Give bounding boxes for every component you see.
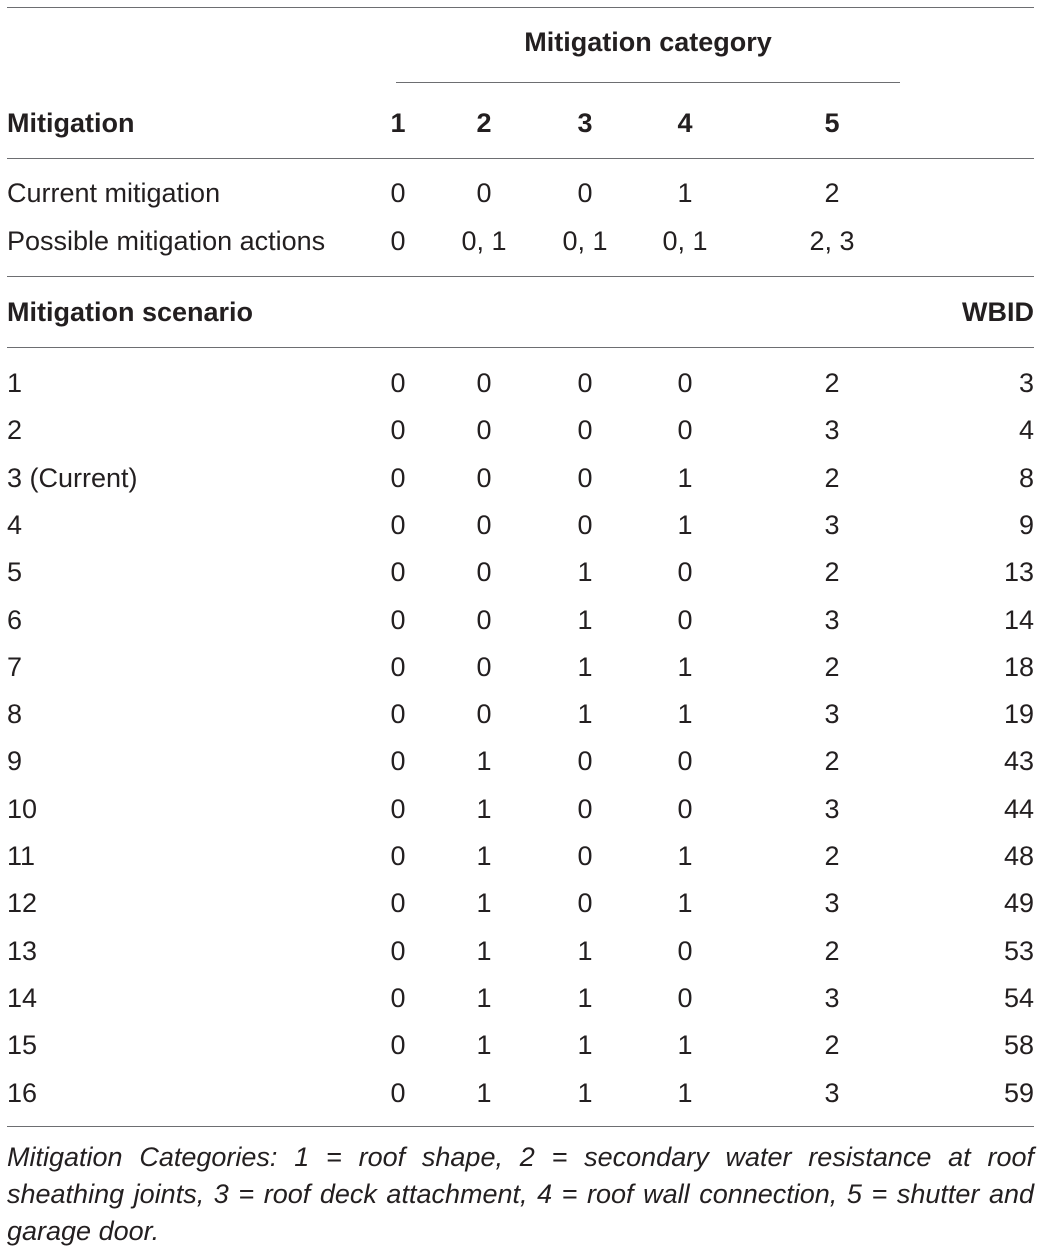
mitigation-row-value: 0, 1 xyxy=(562,226,608,256)
scenario-value: 3 xyxy=(824,888,840,918)
scenario-value: 0 xyxy=(577,746,593,776)
scenario-value: 0 xyxy=(390,699,406,729)
scenario-value: 0 xyxy=(577,368,593,398)
scenario-wbid: 44 xyxy=(1003,794,1034,824)
mitigation-column-header: Mitigation xyxy=(7,108,135,138)
scenario-wbid: 58 xyxy=(1003,1030,1034,1060)
scenario-value: 0 xyxy=(476,652,492,682)
scenario-value: 0 xyxy=(390,1078,406,1108)
scenario-wbid: 54 xyxy=(1003,983,1034,1013)
scenario-value: 2 xyxy=(824,463,840,493)
scenario-value: 1 xyxy=(677,699,693,729)
scenario-value: 1 xyxy=(476,1030,492,1060)
scenario-wbid: 18 xyxy=(1003,652,1034,682)
scenario-value: 0 xyxy=(677,794,693,824)
scenario-value: 0 xyxy=(677,415,693,445)
scenario-value: 1 xyxy=(577,652,593,682)
scenario-value: 0 xyxy=(677,983,693,1013)
scenario-label: 6 xyxy=(7,605,23,635)
mitigation-row-value: 1 xyxy=(677,178,693,208)
category-group-rule xyxy=(396,82,900,83)
scenario-value: 1 xyxy=(677,841,693,871)
scenario-value: 0 xyxy=(390,841,406,871)
scenario-value: 1 xyxy=(476,746,492,776)
scenario-column-header: Mitigation scenario xyxy=(7,297,254,327)
scenario-value: 3 xyxy=(824,510,840,540)
scenario-value: 1 xyxy=(677,1078,693,1108)
scenario-value: 0 xyxy=(390,510,406,540)
scenario-value: 2 xyxy=(824,936,840,966)
scenario-value: 1 xyxy=(476,794,492,824)
scenario-value: 1 xyxy=(476,841,492,871)
mitigation-row-value: 2, 3 xyxy=(809,226,855,256)
scenario-label: 2 xyxy=(7,415,23,445)
scenario-label: 5 xyxy=(7,557,23,587)
scenario-value: 2 xyxy=(824,841,840,871)
scenario-value: 0 xyxy=(390,463,406,493)
scenario-value: 3 xyxy=(824,983,840,1013)
scenario-label: 3 (Current) xyxy=(7,463,138,493)
scenario-value: 0 xyxy=(677,557,693,587)
category-header-4: 4 xyxy=(677,108,693,138)
scenario-value: 1 xyxy=(577,1030,593,1060)
scenario-value: 0 xyxy=(476,463,492,493)
category-header-2: 2 xyxy=(476,108,492,138)
mitigation-row-value: 0, 1 xyxy=(662,226,708,256)
scenario-value: 0 xyxy=(390,983,406,1013)
scenario-wbid: 19 xyxy=(1003,699,1034,729)
scenario-value: 2 xyxy=(824,368,840,398)
scenario-label: 15 xyxy=(7,1030,38,1060)
scenario-value: 1 xyxy=(476,888,492,918)
scenario-value: 0 xyxy=(677,605,693,635)
mitigation-row-value: 2 xyxy=(824,178,840,208)
scenario-value: 0 xyxy=(390,368,406,398)
scenario-value: 3 xyxy=(824,1078,840,1108)
scenario-value: 0 xyxy=(476,368,492,398)
scenario-value: 0 xyxy=(390,746,406,776)
scenario-label: 9 xyxy=(7,746,23,776)
scenario-value: 2 xyxy=(824,746,840,776)
mitigation-row-value: 0 xyxy=(390,226,406,256)
scenario-value: 1 xyxy=(577,1078,593,1108)
mitigation-row-label: Possible mitigation actions xyxy=(7,226,326,256)
category-header-1: 1 xyxy=(390,108,406,138)
scenario-label: 11 xyxy=(7,841,36,871)
scenario-value: 1 xyxy=(476,936,492,966)
scenario-value: 0 xyxy=(476,557,492,587)
mitigation-row-value: 0, 1 xyxy=(461,226,507,256)
scenario-value: 3 xyxy=(824,699,840,729)
section-rule xyxy=(7,276,1034,277)
scenario-value: 1 xyxy=(677,463,693,493)
top-rule xyxy=(7,7,1034,8)
scenario-value: 0 xyxy=(390,888,406,918)
scenario-value: 2 xyxy=(824,557,840,587)
scenario-value: 0 xyxy=(390,936,406,966)
scenario-wbid: 8 xyxy=(1018,463,1034,493)
scenario-value: 0 xyxy=(390,605,406,635)
scenario-value: 1 xyxy=(476,983,492,1013)
scenario-label: 4 xyxy=(7,510,23,540)
wbid-column-header: WBID xyxy=(962,297,1034,327)
scenario-value: 0 xyxy=(577,888,593,918)
scenario-label: 8 xyxy=(7,699,23,729)
scenario-value: 0 xyxy=(677,746,693,776)
scenario-value: 1 xyxy=(677,1030,693,1060)
scenario-label: 10 xyxy=(7,794,38,824)
scenario-value: 0 xyxy=(390,557,406,587)
scenario-value: 1 xyxy=(577,983,593,1013)
scenario-label: 12 xyxy=(7,888,38,918)
scenario-value: 3 xyxy=(824,605,840,635)
scenario-wbid: 48 xyxy=(1003,841,1034,871)
table-footnote: Mitigation Categories: 1 = roof shape, 2 = secondary water resistance at roof sheathing joints, 3 = roof deck attachment, 4 = roof wall connection, 5 = shutter and garage door. xyxy=(7,1142,1034,1246)
scenario-wbid: 4 xyxy=(1018,415,1034,445)
scenario-value: 0 xyxy=(577,415,593,445)
scenario-value: 0 xyxy=(390,794,406,824)
mitigation-row-value: 0 xyxy=(577,178,593,208)
scenario-wbid: 3 xyxy=(1018,368,1034,398)
scenario-value: 0 xyxy=(677,936,693,966)
bottom-rule xyxy=(7,1126,1034,1127)
scenario-value: 2 xyxy=(824,652,840,682)
scenario-value: 3 xyxy=(824,794,840,824)
scenario-wbid: 14 xyxy=(1003,605,1034,635)
scenario-value: 1 xyxy=(577,699,593,729)
header-rule xyxy=(7,158,1034,159)
scenario-label: 7 xyxy=(7,652,23,682)
scenario-value: 0 xyxy=(577,463,593,493)
scenario-value: 0 xyxy=(577,510,593,540)
scenario-value: 1 xyxy=(577,936,593,966)
scenario-value: 0 xyxy=(577,841,593,871)
scenario-value: 3 xyxy=(824,415,840,445)
category-header-3: 3 xyxy=(577,108,593,138)
scenario-label: 14 xyxy=(7,983,38,1013)
scenario-label: 13 xyxy=(7,936,38,966)
mitigation-row-value: 0 xyxy=(476,178,492,208)
scenario-value: 0 xyxy=(390,415,406,445)
scenario-label: 16 xyxy=(7,1078,38,1108)
scenario-value: 0 xyxy=(476,605,492,635)
category-header-5: 5 xyxy=(824,108,840,138)
scenario-wbid: 13 xyxy=(1003,557,1034,587)
scenario-value: 0 xyxy=(677,368,693,398)
scenario-value: 0 xyxy=(390,652,406,682)
scenario-value: 1 xyxy=(677,652,693,682)
scenario-wbid: 9 xyxy=(1018,510,1034,540)
scenario-value: 0 xyxy=(390,1030,406,1060)
scenario-header-rule xyxy=(7,347,1034,348)
scenario-wbid: 49 xyxy=(1003,888,1034,918)
category-group-title: Mitigation category xyxy=(524,27,772,57)
scenario-value: 1 xyxy=(677,888,693,918)
scenario-value: 1 xyxy=(476,1078,492,1108)
mitigation-row-value: 0 xyxy=(390,178,406,208)
mitigation-row-label: Current mitigation xyxy=(7,178,221,208)
scenario-wbid: 59 xyxy=(1003,1078,1034,1108)
scenario-value: 2 xyxy=(824,1030,840,1060)
scenario-value: 1 xyxy=(577,557,593,587)
scenario-label: 1 xyxy=(7,368,23,398)
scenario-value: 0 xyxy=(476,510,492,540)
scenario-value: 0 xyxy=(476,415,492,445)
scenario-wbid: 43 xyxy=(1003,746,1034,776)
scenario-value: 0 xyxy=(476,699,492,729)
scenario-value: 1 xyxy=(577,605,593,635)
scenario-value: 1 xyxy=(677,510,693,540)
scenario-wbid: 53 xyxy=(1003,936,1034,966)
scenario-value: 0 xyxy=(577,794,593,824)
